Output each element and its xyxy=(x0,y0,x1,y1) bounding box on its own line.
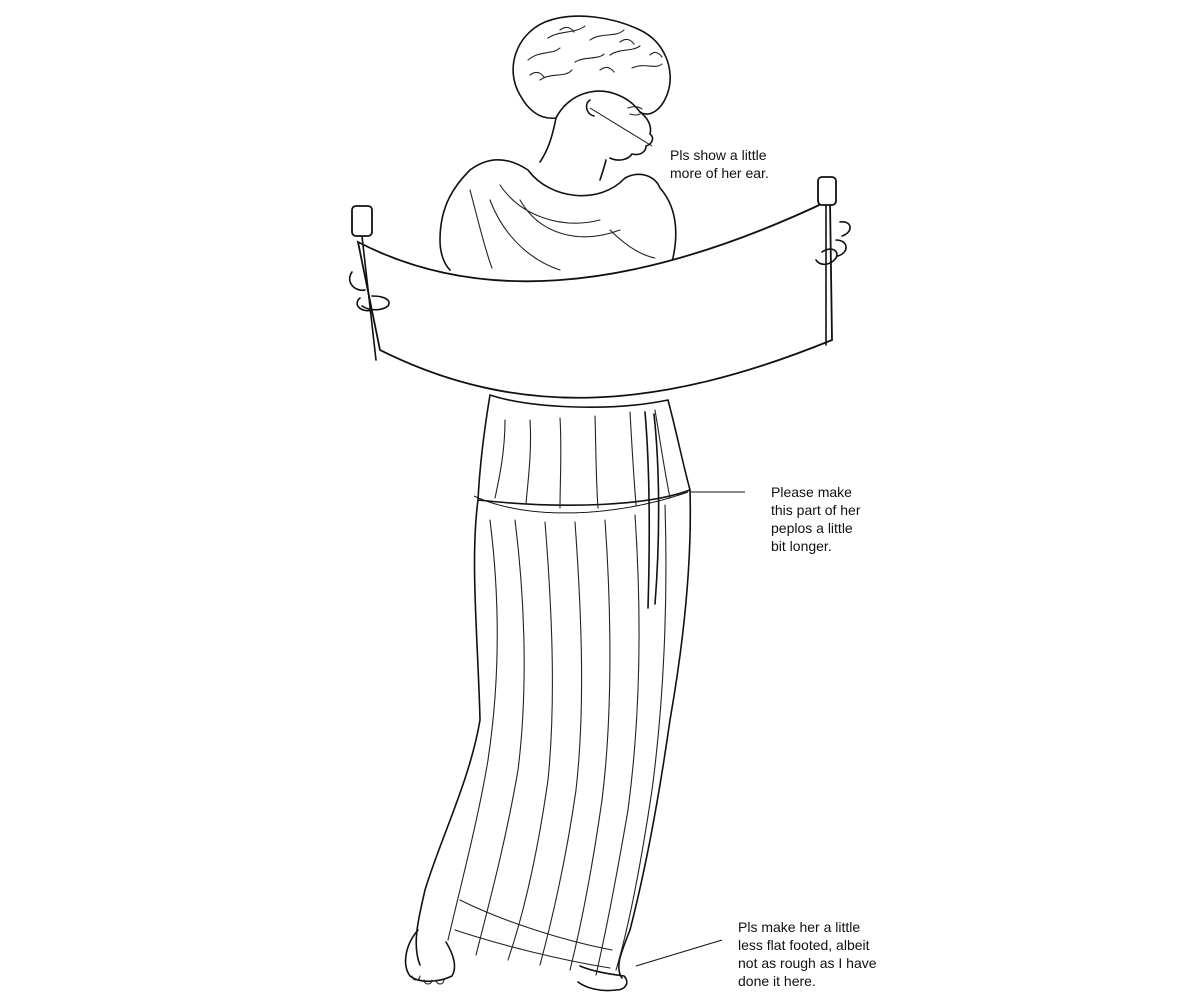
scroll-icon xyxy=(350,177,850,398)
foot-icon xyxy=(406,930,627,991)
annotation-foot: Pls make her a little less flat footed, albeit not as rough as I have done it here. xyxy=(738,919,877,989)
peplos-overfold-icon xyxy=(474,395,690,608)
annotation-ear: Pls show a little more of her ear. xyxy=(670,147,769,181)
garment-top-icon xyxy=(440,160,676,270)
annotation-peplos: Please make this part of her peplos a little bit longer. xyxy=(771,484,861,554)
hair-icon xyxy=(513,16,670,118)
foot-leader-line xyxy=(636,940,722,966)
